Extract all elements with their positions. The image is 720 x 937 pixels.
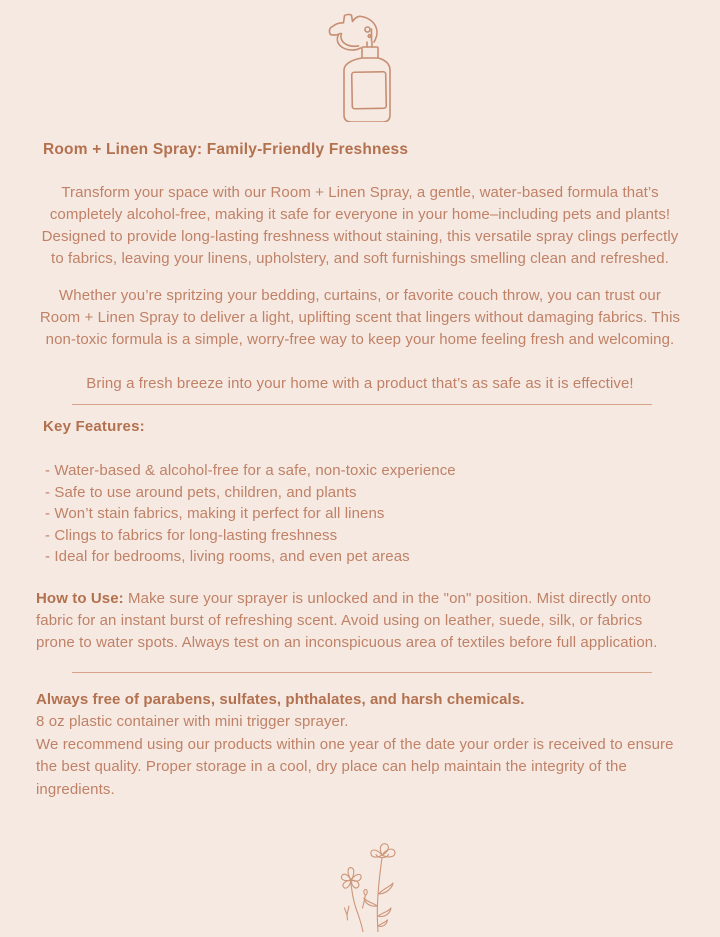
key-features-heading: Key Features: — [43, 418, 145, 435]
intro-paragraph-1: Transform your space with our Room + Linen Spray, a gentle, water-based formula that’s completely alcohol-free, making it safe for everyone in your home–including pets and plants! Designed to provide long-lasting freshness without staining, this versatile spray clings perfectly to fabrics, leaving your linens, upholstery, and soft furnishings smelling clean and refreshed. — [41, 184, 679, 267]
container-info: 8 oz plastic container with mini trigger sprayer. — [36, 713, 349, 731]
section-divider-top — [72, 404, 652, 405]
feature-item-wont-stain: - Won’t stain fabrics, making it perfect for all linens — [45, 505, 385, 523]
wildflowers-icon — [334, 842, 412, 932]
feature-item-water-based: - Water-based & alcohol-free for a safe, non-toxic experience — [45, 462, 456, 479]
free-of-statement: Always free of parabens, sulfates, phthalates, and harsh chemicals. — [36, 690, 525, 708]
storage-recommendation: We recommend using our products within one year of the date your order is received to ensure the best quality. Proper storage in a cool, dry place can help maintain the integrity of the ingredients. — [36, 735, 674, 798]
section-divider-bottom — [72, 672, 652, 673]
feature-item-clings: - Clings to fabrics for long-lasting freshness — [45, 526, 338, 544]
feature-item-safe-around-pets: - Safe to use around pets, children, and plants — [45, 483, 357, 501]
key-features-list — [45, 460, 684, 568]
product-details-block — [36, 689, 684, 802]
tagline: Bring a fresh breeze into your home with a product that’s as safe as it is effective! — [86, 375, 634, 392]
how-to-use-label: How to Use: — [36, 589, 124, 607]
intro-paragraph-2: Whether you’re spritzing your bedding, curtains, or favorite couch throw, you can trust our Room + Linen Spray to deliver a light, uplifting scent that lingers without damaging fabrics. This non-toxic formula is a simple, worry-free way to keep your home feeling fresh and welcoming. — [39, 287, 681, 348]
page-title: Room + Linen Spray: Family-Friendly Freshness — [43, 141, 409, 158]
feature-item-ideal-rooms: - Ideal for bedrooms, living rooms, and even pet areas — [45, 548, 410, 566]
how-to-use-paragraph — [36, 588, 684, 654]
spray-bottle-icon — [36, 0, 684, 124]
how-to-use-text: Make sure your sprayer is unlocked and in the "on" position. Mist directly onto fabric for an instant burst of refreshing scent. Avoid using on leather, suede, silk, or fabrics prone to water spots. Always test on an inconspicuous area of textiles before full application. — [36, 589, 658, 651]
